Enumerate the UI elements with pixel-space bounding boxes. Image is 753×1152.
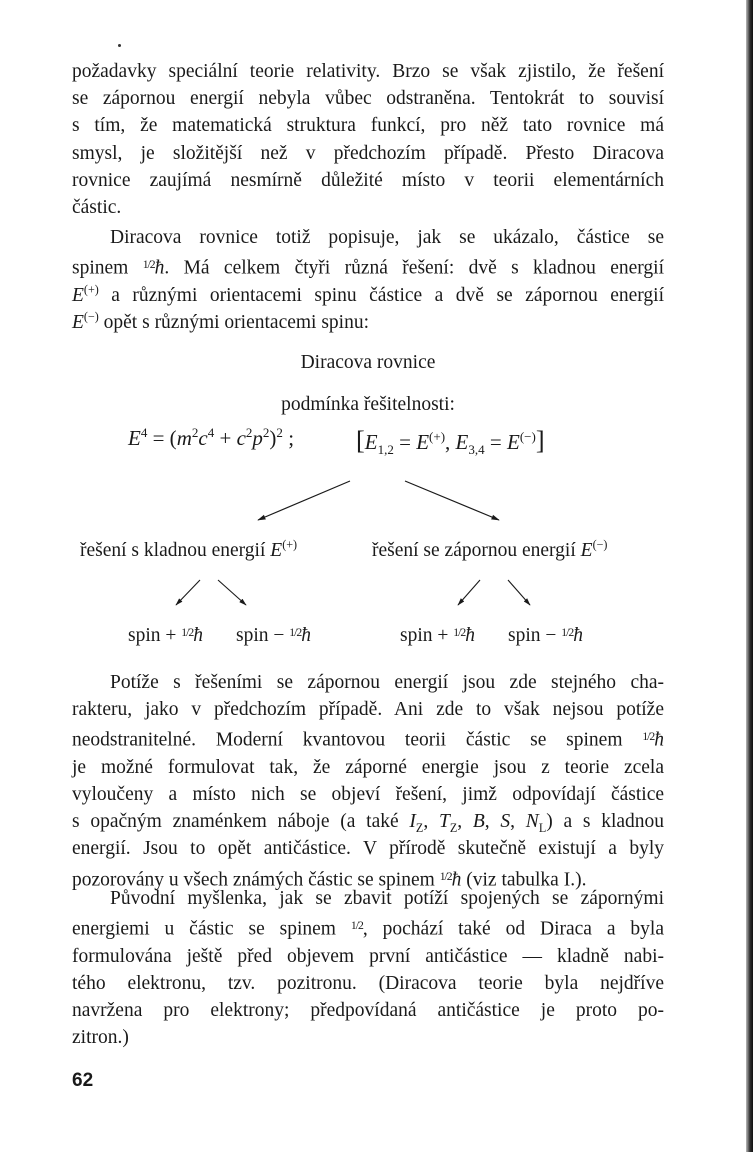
text-line: požadavky speciální teorie relativity. Brzo se však zjistilo, že řešení (72, 61, 664, 82)
branch-positive-energy: řešení s kladnou energií E(+) (80, 537, 298, 561)
paragraph-4 (72, 885, 664, 1051)
text-line: neodstranitelné. Moderní kvantovou teorii částic se spinem 1/2ħ (72, 729, 665, 751)
spin-minus-negative: spin − 1/2ħ (508, 625, 583, 646)
diagram-title: Diracova rovnice (300, 352, 436, 373)
text-line: navržena pro elektrony; předpovídaná antičástice je proto po- (72, 1000, 664, 1022)
spin-plus-positive: spin + 1/2ħ (128, 625, 203, 646)
text-line: Potíže s řešeními se zápornou energií jsou zde stejného cha- (110, 672, 664, 693)
text-line: se zápornou energií nebyla vůbec odstraněna. Tentokrát to souvisí (72, 88, 664, 110)
energy-formula: $E^4 = (m^2c^4 + c^2p^2)^2$ ; (128, 425, 295, 450)
text-line: formulována ještě před objevem první antičástice — kladně nabi- (72, 945, 664, 967)
arrow-pos-spin-down (218, 580, 246, 605)
text-line: energií. Jsou to opět antičástice. V přírodě skutečně existují a byly (72, 838, 664, 860)
text-line: zitron.) (72, 1027, 129, 1049)
text-line: rovnice zaujímá nesmírně důležité místo v teorii elementárních (72, 169, 664, 191)
text-line: E(−) opět s různými orientacemi spinu: (72, 309, 370, 333)
text-line: smysl, je složitější než v předchozím případě. Přesto Diracova (72, 142, 664, 164)
arrow-to-negative (405, 481, 499, 520)
text-line: spinem 1/2ħ. Má celkem čtyři různá řešení: dvě s kladnou energií (72, 257, 664, 279)
page-number: 62 (72, 1070, 94, 1091)
text-line: částic. (72, 197, 122, 219)
text-line: tého elektronu, tzv. pozitronu. (Diracova teorie byla nejdříve (72, 972, 664, 994)
arrow-neg-spin-up (458, 580, 480, 605)
text-line: rakteru, jako v předchozím případě. Ani zde to však nejsou potíže (72, 699, 664, 721)
arrow-to-positive (258, 481, 350, 520)
text-line: s tím, že matematická struktura funkcí, pro něž tato rovnice má (72, 115, 664, 137)
text-line: energiemi u částic se spinem 1/2, pochází také od Diraca a byla (72, 918, 664, 940)
text-line: E(+) a různými orientacemi spinu částice a dvě se zápornou energií (72, 282, 664, 306)
branch-negative-energy: řešení se zápornou energií E(−) (372, 537, 608, 561)
text-line: je možné formulovat tak, že záporné energie jsou z teorie zcela (72, 756, 664, 778)
spin-plus-negative: spin + 1/2ħ (400, 625, 475, 646)
text-line: vyloučeny a místo nich se objeví řešení, jimž odpovídají částice (72, 784, 664, 806)
text-line: s opačným znaménkem náboje (a také $I_Z$, $T_Z$, B, S, $N_L$) a s kladnou (72, 811, 665, 836)
diagram-condition: podmínka řešitelnosti: (281, 394, 455, 415)
paragraph-3 (72, 669, 664, 893)
arrow-pos-spin-up (176, 580, 200, 605)
eigenvalue-formula: [$E_{1,2} = E^{(+)}$, $E_{3,4} = E^{(-)}$] (356, 426, 545, 458)
spin-minus-positive: spin − 1/2ħ (236, 625, 311, 646)
text-line: Původní myšlenka, jak se zbavit potíží spojených se zápornými (110, 888, 664, 909)
text-line: pozorovány u všech známých částic se spinem 1/2ħ (viz tabulka I.). (72, 868, 587, 890)
arrow-neg-spin-down (508, 580, 530, 605)
text-line: Diracova rovnice totiž popisuje, jak se ukázalo, částice se (110, 227, 664, 248)
